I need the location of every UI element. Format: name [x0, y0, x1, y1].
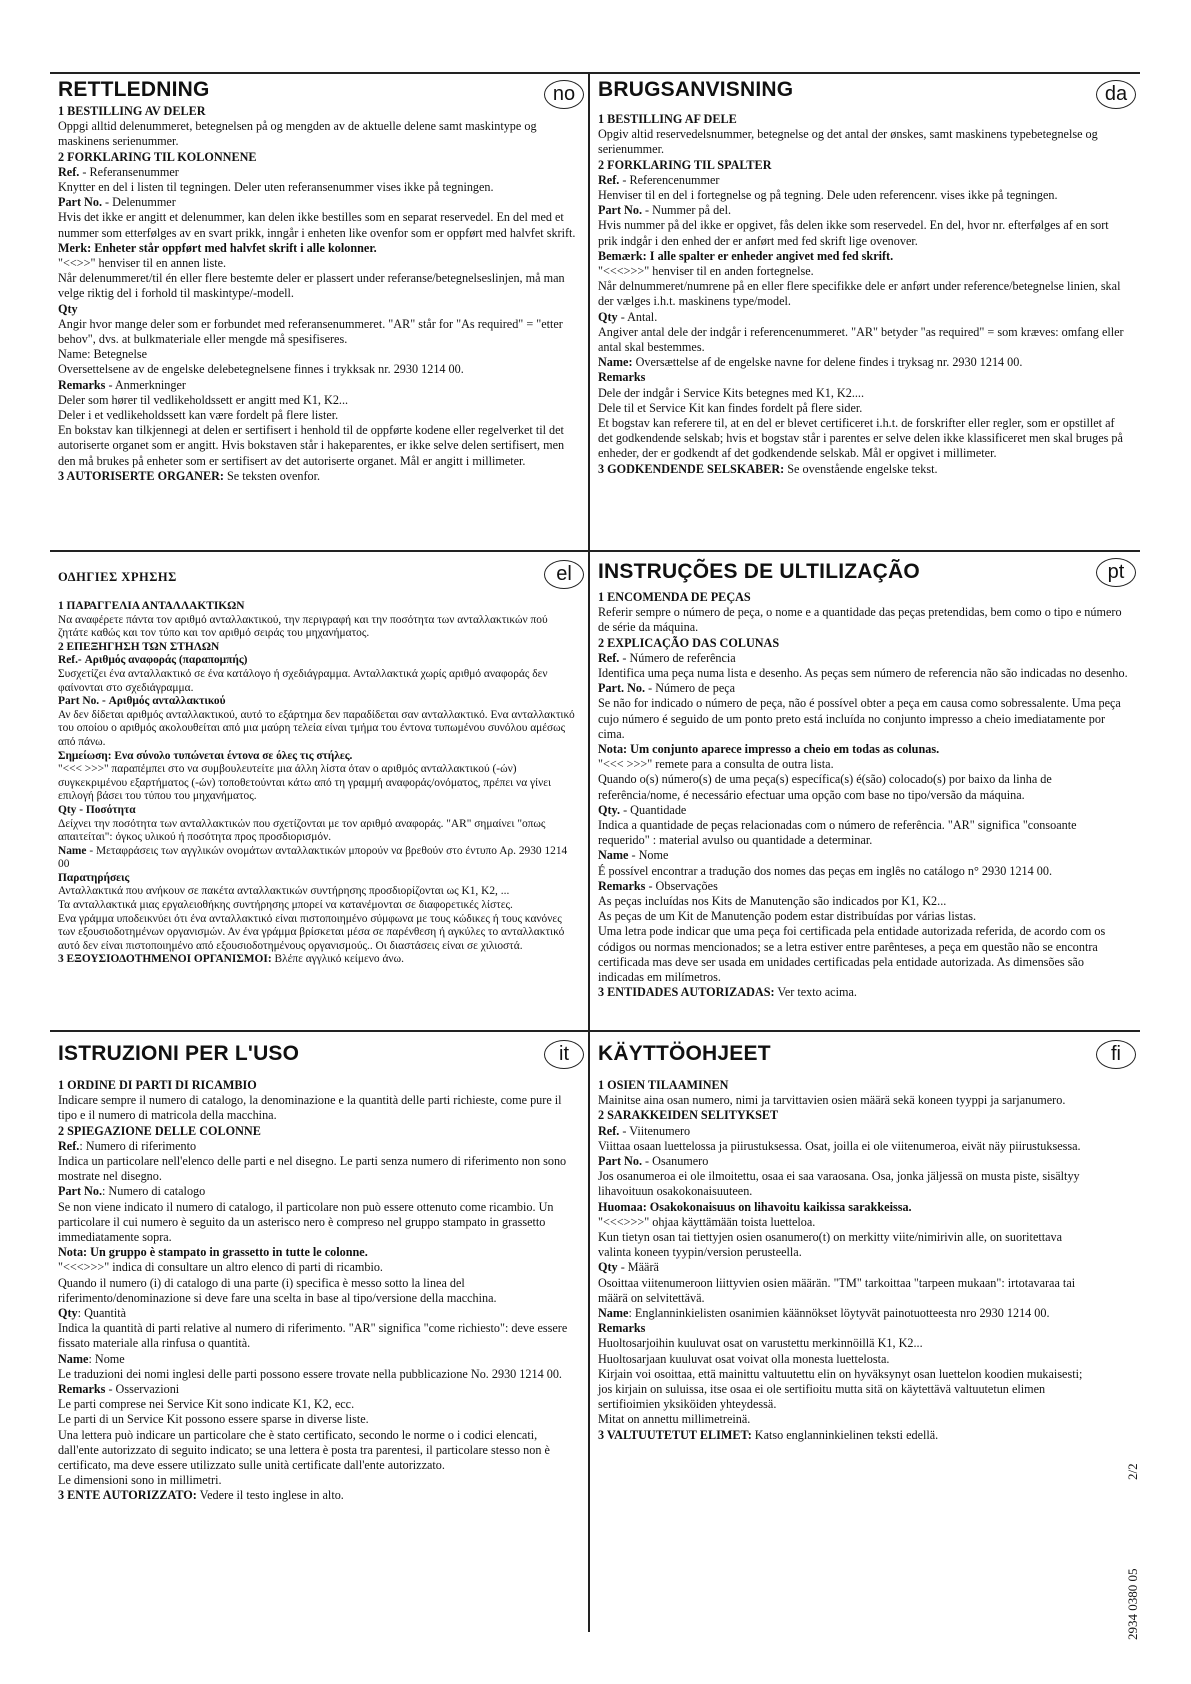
- text-line: [58, 1139, 578, 1154]
- text-line-bold: Qty: [598, 309, 618, 324]
- text-line-regular: Vedere il testo inglese in alto.: [196, 1488, 344, 1503]
- text-line-regular: Angir hvor mange deler som er forbundet med referansenummeret. "AR" står for "As required" = "etter behov", dvs. at bulkmateriale eller mengde må spesifiseres.: [58, 316, 563, 347]
- text-line: [58, 423, 578, 469]
- text-line: [598, 924, 1130, 985]
- text-line: [58, 347, 578, 362]
- text-line: [598, 264, 1130, 279]
- text-line: [598, 742, 1130, 757]
- text-line-bold: Part No.: [598, 1154, 642, 1169]
- text-line-regular: "<<>>" henviser til en annen liste.: [58, 256, 227, 271]
- text-line-regular: : Quantità: [77, 1306, 127, 1321]
- text-line: [598, 818, 1130, 848]
- text-line: [598, 188, 1130, 203]
- text-line: [598, 158, 1130, 173]
- text-line-bold: Qty: [58, 301, 78, 316]
- text-line: [58, 317, 578, 347]
- text-line: [598, 1108, 1094, 1123]
- text-line: [58, 469, 578, 484]
- text-line-regular: Uma letra pode indicar que uma peça foi certificada pela entidade autorizada referida, de acordo com os códigos ou normas mencionados; se a letra estiver entre parênteses, a peça em questão não se encontra certificada mas deve ser usada em unidades certificadas pela entidade autorizada. As dimensões são indicadas em milímetros.: [598, 924, 1106, 985]
- section-portuguese: [590, 552, 1140, 1030]
- text-line-regular: Mitat on annettu millimetreinä.: [598, 1412, 751, 1427]
- text-line: [58, 872, 578, 886]
- text-line-bold: 3 ENTIDADES AUTORIZADAS:: [598, 985, 775, 1000]
- text-line-bold: Name: [58, 1351, 89, 1366]
- text-line-regular: - Número de peça: [645, 681, 736, 696]
- text-line-bold: Qty: [598, 1260, 618, 1275]
- text-line: [598, 1230, 1094, 1260]
- text-line: [58, 1473, 578, 1488]
- text-line: [58, 1260, 578, 1275]
- text-line-regular: - Observações: [645, 878, 718, 893]
- text-line-bold: Name: [58, 844, 87, 857]
- text-line-bold: Part No.: [58, 1184, 102, 1199]
- text-line-regular: Knytter en del i listen til tegningen. Deler uten referansenummer vises ikke på tegningen.: [58, 180, 494, 195]
- section-body: [58, 600, 578, 967]
- text-line: [58, 885, 578, 899]
- section-body: [58, 1078, 578, 1504]
- text-line-regular: Τα ανταλλακτικά μιας εργαλειοθήκης συντήρησης μπορεί να κατανέμονται σε διαφορετικές λίστες.: [58, 899, 513, 912]
- text-line: [598, 757, 1130, 772]
- text-line: [58, 641, 578, 655]
- text-line: [598, 249, 1130, 264]
- text-line-bold: 1 BESTILLING AF DELE: [598, 112, 737, 126]
- text-line-regular: - Nome: [628, 848, 669, 863]
- text-line-regular: Le parti comprese nei Service Kit sono indicate K1, K2, ecc.: [58, 1397, 355, 1412]
- text-line: [598, 879, 1130, 894]
- section-title: KÄYTTÖOHJEET: [598, 1042, 771, 1065]
- text-line-regular: "<<<>>>" ohjaa käyttämään toista luetteloa.: [598, 1214, 816, 1229]
- text-line: [58, 1093, 578, 1123]
- text-line: [598, 462, 1130, 477]
- text-line: [58, 1184, 578, 1199]
- language-badge-fi: fi: [1096, 1040, 1136, 1069]
- text-line-regular: As peças de um Kit de Manutenção podem estar distribuídas por várias listas.: [598, 909, 977, 924]
- text-line-regular: As peças incluídas nos Kits de Manutenção são indicados por K1, K2...: [598, 894, 947, 909]
- text-line-bold: 1 ORDINE DI PARTI DI RICAMBIO: [58, 1078, 257, 1092]
- text-line-regular: - Osanumero: [642, 1154, 709, 1169]
- text-line-regular: Indicare sempre il numero di catalogo, la denominazione e la quantità delle parti richieste, come pure il tipo e il numero di matricola della macchina.: [58, 1093, 562, 1123]
- text-line-regular: Hvis det ikke er angitt et delenummer, kan delen ikke bestilles som en separat reservedel. En del med et nummer som etterfølges av en svart prikk, inngår i enheten like ovenfor som er oppført med halvfet skrift.: [58, 210, 576, 240]
- page-grid: [50, 72, 1140, 1632]
- text-line: [598, 605, 1130, 635]
- text-line: [598, 1428, 1094, 1443]
- text-line-regular: Dele til et Service Kit kan findes fordelt på flere sider.: [598, 400, 863, 415]
- text-line: [58, 165, 578, 180]
- text-line: [58, 256, 578, 271]
- text-line-regular: Dele der indgår i Service Kits betegnes med K1, K2....: [598, 385, 865, 400]
- text-line-bold: Ref.: [58, 1138, 80, 1153]
- language-badge-el: el: [544, 560, 584, 589]
- section-body: [598, 112, 1130, 477]
- text-line-regular: - Nummer på del.: [642, 203, 732, 218]
- text-line: [58, 1200, 578, 1246]
- text-line: [58, 913, 578, 954]
- text-line-regular: Jos osanumeroa ei ole ilmoitettu, osaa ei saa varaosana. Osa, jonka jäljessä on musta piste, sisältyy lihavoituun osakokonaisuuteen.: [598, 1169, 1080, 1199]
- section-danish: [590, 74, 1140, 550]
- text-line-regular: Identifica uma peça numa lista e desenho. As peças sem número de referencia não são indicadas no desenho.: [598, 666, 1128, 681]
- text-line: [58, 763, 578, 804]
- text-line-regular: : Numero di catalogo: [102, 1184, 206, 1199]
- text-line-bold: 2 SARAKKEIDEN SELITYKSET: [598, 1108, 779, 1123]
- text-line-bold: 1 ENCOMENDA DE PEÇAS: [598, 590, 751, 604]
- text-line: [58, 953, 578, 967]
- text-line-regular: Se non viene indicato il numero di catalogo, il particolare non può essere ottenuto come ricambio. Un particolare il cui numero è seguito da un asterisco nero è compreso nel gruppo stampato in grassetto immediatamente sopra.: [58, 1199, 554, 1245]
- text-line-regular: Βλέπε αγγλικό κείμενο άνω.: [271, 953, 404, 966]
- text-line-bold: 2 SPIEGAZIONE DELLE COLONNE: [58, 1123, 261, 1138]
- text-line-bold: Remarks: [58, 377, 106, 392]
- text-line: [58, 600, 578, 614]
- text-line: [58, 378, 578, 393]
- section-title: BRUGSANVISNING: [598, 78, 794, 101]
- section-body: [598, 1078, 1094, 1443]
- text-line-bold: Ref.- Αριθμός αναφοράς (παραπομπής): [58, 654, 248, 667]
- text-line-regular: Når delenummeret/til én eller flere bestemte deler er plassert under referanse/betegnelseslinjen, må man velge riktig del i forhold til maskintype/-modell.: [58, 271, 565, 301]
- text-line-regular: Kun tietyn osan tai tiettyjen osien osanumero(t) on merkitty viite/nimirivin alle, on suoritettava valinta koneen tyypin/version perusteella.: [598, 1230, 1063, 1260]
- section-norwegian: [50, 74, 588, 550]
- text-line-regular: "<<<>>>" indica di consultare un altro elenco di parti di ricambio.: [58, 1260, 383, 1275]
- text-line: [598, 1352, 1094, 1367]
- section-greek: [50, 552, 588, 1030]
- text-line-regular: - Referencenummer: [619, 172, 720, 187]
- text-line-regular: Δείχνει την ποσότητα των ανταλλακτικών που σχετίζονται με τον αριθμό αναφοράς. "AR" σημαίνει "οπως απαιτείται": όγκος υλικού ή ποσότητα προς προσδιορισμόν.: [58, 817, 546, 844]
- text-line: [598, 1169, 1094, 1199]
- text-line: [598, 1412, 1094, 1427]
- text-line-regular: Le parti di un Service Kit possono essere sparse in diverse liste.: [58, 1412, 369, 1427]
- text-line: [58, 654, 578, 668]
- text-line: [598, 909, 1130, 924]
- text-line-bold: Huomaa: Osakokonaisuus on lihavoitu kaikissa sarakkeissa.: [598, 1199, 912, 1214]
- text-line-regular: Indica la quantità di parti relative al numero di riferimento. "AR" significa "come richiesto": deve essere fissato materiale alla rinfusa o quantità.: [58, 1321, 568, 1351]
- text-line: [58, 695, 578, 709]
- text-line-bold: Bemærk: I alle spalter er enheder angivet med fed skrift.: [598, 248, 894, 263]
- text-line: [58, 709, 578, 750]
- text-line: [598, 772, 1130, 802]
- text-line-regular: Huoltosarjoihin kuuluvat osat on varustettu merkinnöillä K1, K2...: [598, 1336, 923, 1351]
- text-line-bold: 3 AUTORISERTE ORGANER:: [58, 468, 224, 483]
- text-line: [58, 1124, 578, 1139]
- text-line: [58, 818, 578, 845]
- text-line: [58, 804, 578, 818]
- text-line-regular: Συσχετίζει ένα ανταλλακτικό σε ένα κατάλογο ή σχεδιάγραμμα. Ανταλλακτικά χωρίς αριθμό αναφοράς δεν φαίνονται στο σχεδιάγραμμα.: [58, 667, 548, 694]
- text-line: [58, 1352, 578, 1367]
- text-line-bold: 2 FORKLARING TIL KOLONNENE: [58, 149, 257, 164]
- text-line-bold: Remarks: [598, 1321, 646, 1336]
- text-line: [598, 864, 1130, 879]
- section-italian: [50, 1032, 588, 1632]
- text-line-regular: Ver texto acima.: [774, 985, 857, 1000]
- text-line: [598, 173, 1130, 188]
- language-badge-it: it: [544, 1040, 584, 1069]
- text-line: [598, 1093, 1094, 1108]
- text-line-bold: 2 ΕΠΕΞΗΓΗΣΗ ΤΩΝ ΣΤΗΛΩΝ: [58, 640, 220, 653]
- text-line-regular: Name: Betegnelse: [58, 347, 148, 362]
- text-line: [598, 401, 1130, 416]
- text-line: [598, 203, 1130, 218]
- text-line: [598, 325, 1130, 355]
- text-line-bold: 3 ΕΞΟΥΣΙΟΔΟΤΗΜΕΝΟΙ ΟΡΓΑΝΙΣΜΟΙ:: [58, 953, 272, 966]
- text-line: [598, 1200, 1094, 1215]
- text-line-regular: Ανταλλακτικά που ανήκουν σε πακέτα ανταλλακτικών συντήρησης προσδιορίζονται ως K1, K2, ...: [58, 885, 510, 898]
- text-line: [598, 1336, 1094, 1351]
- text-line-regular: Se teksten ovenfor.: [223, 468, 321, 483]
- text-line-bold: Σημείωση: Ενα σύνολο τυπώνεται έντονα σε όλες τις στήλες.: [58, 749, 353, 762]
- text-line: [598, 1154, 1094, 1169]
- text-line-bold: Part. No.: [598, 681, 646, 696]
- language-badge-pt: pt: [1096, 558, 1136, 587]
- text-line: [58, 302, 578, 317]
- text-line-regular: Oversættelse af de engelske navne for delene findes i tryksag nr. 2930 1214 00.: [632, 355, 1023, 370]
- text-line-regular: Να αναφέρετε πάντα τον αριθμό ανταλλακτικού, την περιγραφή και την ποσότητα των ανταλλακτικών πού ζητάτε καθώς και τον τύπο και τον αριθμό σειράς του μηχανήματος.: [58, 613, 548, 640]
- text-line-regular: Osoittaa viitenumeroon liittyvien osien määrän. "TM" tarkoittaa "tarpeen mukaan": irtotavaraa tai määrä on selvitettävä.: [598, 1275, 1076, 1305]
- text-line-regular: Se ovenstående engelske tekst.: [784, 461, 938, 476]
- text-line-regular: : Numero di riferimento: [79, 1138, 197, 1153]
- text-line-regular: Oversettelsene av de engelske delebetegnelsene finnes i trykksak nr. 2930 1214 00.: [58, 362, 464, 377]
- text-line-regular: - Määrä: [617, 1260, 659, 1275]
- text-line-regular: Henviser til en del i fortegnelse og på tegning. Dele uden referencenr. vises ikke på tegningen.: [598, 188, 1058, 203]
- text-line: [58, 104, 578, 119]
- text-line-regular: Se não for indicado o número de peça, não é possível obter a peça em causa como sobressalente. Uma peça cujo número é seguido de um ponto preto está incluída no conjunto impresso a cheio imediatamente por cima.: [598, 696, 1121, 741]
- text-line-regular: Una lettera può indicare un particolare che è stato certificato, secondo le norme o i codici elencati, dall'ente autorizzato di seguito indicato; se una lettera è posta tra parentesi, il particolare stesso non è certificato, ma deve essere utilizzato sulle unità certificate dall'ente autorizzato.: [58, 1427, 550, 1473]
- language-badge-no: no: [544, 80, 584, 109]
- text-line-bold: Remarks: [598, 370, 646, 385]
- text-line-regular: Viittaa osaan luettelossa ja piirustuksessa. Osat, joilla ei ole viitenumeroa, eivät näy piirustuksessa.: [598, 1138, 1081, 1153]
- text-line-bold: Qty.: [598, 802, 621, 817]
- text-line-bold: 3 ENTE AUTORIZZATO:: [58, 1488, 197, 1503]
- text-line: [58, 1321, 578, 1351]
- text-line: [58, 150, 578, 165]
- section-title: ΟΔΗΓΙΕΣ ΧΡΗΣΗΣ: [58, 570, 177, 584]
- text-line: [58, 408, 578, 423]
- text-line-bold: 2 EXPLICAÇÃO DAS COLUNAS: [598, 635, 780, 650]
- text-line-regular: - Antal.: [617, 309, 658, 324]
- text-line: [598, 985, 1130, 1000]
- text-line-regular: Referir sempre o número de peça, o nome e a quantidade das peças pretendidas, bem como o tipo e número de série da máquina.: [598, 605, 1122, 635]
- page-number: 2/2: [1125, 1463, 1140, 1480]
- text-line-bold: Part No.: [598, 203, 642, 218]
- text-line-regular: : Nome: [88, 1351, 125, 1366]
- text-line-regular: É possível encontrar a tradução dos nomes das peças em inglês no catálogo n° 2930 1214 00.: [598, 863, 1053, 878]
- text-line: [58, 614, 578, 641]
- text-line: [58, 195, 578, 210]
- text-line: [598, 1139, 1094, 1154]
- text-line: [58, 1276, 578, 1306]
- text-line: [58, 271, 578, 301]
- text-line: [58, 668, 578, 695]
- section-title: ISTRUZIONI PER L'USO: [58, 1042, 300, 1065]
- text-line-regular: - Referansenummer: [79, 164, 179, 179]
- text-line-bold: Nota: Um conjunto aparece impresso a cheio em todas as colunas.: [598, 742, 940, 757]
- text-line-bold: Ref.: [598, 172, 620, 187]
- text-line: [58, 1367, 578, 1382]
- text-line-bold: 3 VALTUUTETUT ELIMET:: [598, 1427, 752, 1442]
- text-line-regular: Mainitse aina osan numero, nimi ja tarvittavien osien määrä sekä koneen tyyppi ja sarjanumero.: [598, 1093, 1066, 1108]
- text-line: [58, 1428, 578, 1474]
- section-title: INSTRUÇÕES DE ULTILIZAÇÃO: [598, 560, 920, 583]
- text-line: [598, 894, 1130, 909]
- text-line-bold: Part No. - Αριθμός ανταλλακτικού: [58, 695, 226, 708]
- text-line: [58, 1078, 578, 1093]
- text-line: [598, 279, 1130, 309]
- text-line-regular: : Englanninkielisten osanimien käännökset löytyvät painotuotteesta nro 2930 1214 00.: [628, 1306, 1050, 1321]
- text-line-bold: Qty - Ποσότητα: [58, 803, 136, 816]
- text-line-bold: Name: [598, 1306, 629, 1321]
- document-number: 2934 0380 05: [1125, 1568, 1140, 1640]
- text-line: [598, 666, 1130, 681]
- text-line-regular: "<<< >>>" παραπέμπει στο να συμβουλευτείτε μια άλλη λίστα όταν ο αριθμός ανταλλακτικού (-ών) συγκεκριμένου εξαρτήματος (-ών) τοποθετούνται κάτω από τη γραμμή αναφοράς/ονόματος, πρέπει να γίνει επιλογή βάσει του τύπου του μηχανήματος.: [58, 763, 552, 803]
- section-body: [58, 104, 578, 484]
- text-line: [58, 1382, 578, 1397]
- text-line-regular: En bokstav kan tilkjennegi at delen er sertifisert i henhold til de oppførte kodene eller regelverket til det autoriserte organet som er angitt. Hvis bokstaven står i hakeparentes, er ikke selve delen sertifisert, men den må brukes på enheter som er sertifisert av det autoriserte organet. Mål er angitt i millimeter.: [58, 423, 565, 468]
- text-line: [598, 1215, 1094, 1230]
- language-badge-da: da: [1096, 80, 1136, 109]
- text-line: [598, 651, 1130, 666]
- text-line-regular: - Quantidade: [620, 802, 687, 817]
- text-line: [598, 590, 1130, 605]
- text-line-regular: Angiver antal dele der indgår i referencenummeret. "AR" betyder "as required" = som kræves: omfang eller antal skal bestemmes.: [598, 324, 1124, 355]
- text-line-regular: Oppgi alltid delenummeret, betegnelsen på og mengden av de aktuelle delene samt maskintype og maskinens serienummer.: [58, 119, 537, 149]
- text-line: [598, 355, 1130, 370]
- text-line: [598, 1367, 1094, 1413]
- text-line-bold: Remarks: [58, 1382, 106, 1397]
- text-line: [598, 1260, 1094, 1275]
- text-line: [598, 803, 1130, 818]
- text-line: [598, 1078, 1094, 1093]
- text-line-bold: 2 FORKLARING TIL SPALTER: [598, 157, 772, 172]
- text-line: [598, 386, 1130, 401]
- text-line: [58, 750, 578, 764]
- text-line: [598, 370, 1130, 385]
- text-line-bold: 3 GODKENDENDE SELSKABER:: [598, 461, 785, 476]
- text-line-regular: - Número de referência: [619, 650, 736, 665]
- text-line: [58, 1245, 578, 1260]
- text-line-bold: 1 OSIEN TILAAMINEN: [598, 1078, 729, 1092]
- text-line-regular: - Μεταφράσεις των αγγλικών ονομάτων ανταλλακτικών μπορούν να βρεθούν στο έντυπο Αρ. 2930 1214 00: [58, 844, 568, 871]
- text-line-bold: Name:: [598, 355, 633, 370]
- text-line-regular: Indica un particolare nell'elenco delle parti e nel disegno. Le parti senza numero di riferimento non sono mostrate nel disegno.: [58, 1154, 567, 1184]
- text-line-regular: Le traduzioni dei nomi inglesi delle parti possono essere trovate nella pubblicazione No. 2930 1214 00.: [58, 1366, 562, 1381]
- text-line-regular: Huoltosarjaan kuuluvat osat voivat olla monesta luettelosta.: [598, 1351, 890, 1366]
- text-line: [598, 681, 1130, 696]
- text-line-regular: Når delnummeret/numrene på en eller flere specifikke dele er anført under reference/betegnelse linien, skal der vælges i.h.t. maskinens type/model.: [598, 279, 1121, 309]
- text-line: [598, 1276, 1094, 1306]
- text-line-regular: Αν δεν δίδεται αριθμός ανταλλακτικού, αυτό το εξάρτημα δεν παραδίδεται σαν ανταλλακτικό. Ενα ανταλλακτικό του οποίου ο αριθμός ακολουθείται από μια μαύρη τελεία είναι τμήμα του έντονα τυπωμένου συνόλου αμέσως από πάνω.: [58, 708, 575, 748]
- text-line: [58, 845, 578, 872]
- text-line: [58, 180, 578, 195]
- text-line-bold: Ref.: [58, 164, 80, 179]
- text-line-bold: Παρατηρήσεις: [58, 871, 130, 884]
- text-line: [598, 112, 1130, 127]
- text-line-regular: Opgiv altid reservedelsnummer, betegnelse og det antal der ønskes, samt maskinens typebetegnelse og serienummer.: [598, 127, 1098, 157]
- section-title: RETTLEDNING: [58, 78, 210, 101]
- text-line-bold: Name: [598, 848, 629, 863]
- text-line-bold: Ref.: [598, 650, 620, 665]
- text-line-regular: Kirjain voi osoittaa, että mainittu valtuutettu elin on hyväksynyt osan luettelon koodien mukaisesti; jos kirjain on suluissa, itse osaa ei ole sertifioitu mutta sitä on käytettävä valtuutetun elimen sertifioimien yksiköiden yhteydessä.: [598, 1366, 1083, 1412]
- text-line-bold: 1 ΠΑΡΑΓΓΕΛΙΑ ΑΝΤΑΛΛΑΚΤΙΚΩΝ: [58, 600, 245, 612]
- section-body: [598, 590, 1130, 1000]
- text-line-regular: Ενα γράμμα υποδεικνύει ότι ένα ανταλλακτικό είναι πιστοποιημένο σύμφωνα με τους κώδικες ή τους κανόνες των εξουσιοδοτημένων οργανισμών. Αν ένα γράμμα βρίσκεται μέσα σε παρένθεση ή αγκύλες το ανταλλακτικό αυτό δεν είναι πιστοποιημένο από εξουσιοδοτημένους οργανισμούς.. Οι διαστάσεις είναι σε χιλιοστά.: [58, 912, 565, 952]
- text-line-regular: Deler som hører til vedlikeholdssett er angitt med K1, K2...: [58, 392, 349, 407]
- text-line: [58, 1397, 578, 1412]
- text-line-bold: Part No.: [58, 195, 102, 210]
- text-line: [58, 119, 578, 149]
- text-line-regular: - Osservazioni: [105, 1382, 180, 1397]
- text-line-regular: Quando il numero (i) di catalogo di una parte (i) specifica è messo sotto la linea del riferimento/denominazione si deve fare una scelta in base al tipo/versione della macchina.: [58, 1275, 497, 1305]
- text-line-regular: Le dimensioni sono in millimetri.: [58, 1473, 222, 1488]
- text-line-regular: Hvis nummer på del ikke er opgivet, fås delen ikke som reservedel. En del, hvor nr. efterfølges af en sort prik indgår i den enhed der er anført med fed skrift lige ovenover.: [598, 218, 1109, 248]
- text-line-regular: - Anmerkninger: [105, 377, 186, 392]
- text-line: [598, 636, 1130, 651]
- text-line-regular: Deler i et vedlikeholdssett kan være fordelt på flere lister.: [58, 408, 339, 423]
- text-line: [598, 127, 1130, 157]
- text-line-bold: Qty: [58, 1306, 78, 1321]
- text-line: [598, 310, 1130, 325]
- text-line: [58, 393, 578, 408]
- text-line-regular: Katso englanninkielinen teksti edellä.: [751, 1427, 939, 1442]
- text-line: [58, 1488, 578, 1503]
- text-line: [58, 1154, 578, 1184]
- text-line: [58, 210, 578, 240]
- text-line-bold: 1 BESTILLING AV DELER: [58, 104, 206, 118]
- text-line-bold: Merk: Enheter står oppført med halvfet skrift i alle kolonner.: [58, 240, 377, 255]
- text-line-regular: - Delenummer: [102, 195, 176, 210]
- section-finnish: [590, 1032, 1140, 1632]
- text-line: [598, 696, 1130, 742]
- text-line-bold: Remarks: [598, 878, 646, 893]
- text-line: [58, 362, 578, 377]
- text-line-regular: "<<<>>>" henviser til en anden fortegnelse.: [598, 264, 814, 279]
- text-line-bold: Ref.: [598, 1123, 620, 1138]
- text-line-bold: Nota: Un gruppo è stampato in grassetto in tutte le colonne.: [58, 1245, 368, 1260]
- text-line: [598, 1124, 1094, 1139]
- text-line-regular: "<<< >>>" remete para a consulta de outra lista.: [598, 757, 834, 772]
- text-line-regular: Quando o(s) número(s) de uma peça(s) específica(s) é(são) colocado(s) por baixo da linha de referência/nome, é necessário efectuar uma opção com base no tipo/versão da máquina.: [598, 772, 1052, 802]
- text-line: [58, 899, 578, 913]
- text-line: [58, 241, 578, 256]
- text-line-regular: - Viitenumero: [619, 1123, 691, 1138]
- text-line-regular: Indica a quantidade de peças relacionadas com o número de referência. "AR" significa "consoante requerido" : material avulso ou quantidade a determinar.: [598, 818, 1077, 848]
- text-line: [598, 1321, 1094, 1336]
- text-line-regular: Et bogstav kan referere til, at en del er blevet certificeret i.h.t. de forskrifter eller regler, som er opstillet af det godkendende selskab; hvis et bogstav står i parentes er selve delen ikke klassificeret men skal bruges på enheder, der er godkendt af det godkendende selskab. Mål er opgivet i millimeter.: [598, 416, 1123, 461]
- text-line: [598, 416, 1130, 462]
- text-line: [58, 1306, 578, 1321]
- text-line: [598, 848, 1130, 863]
- text-line: [598, 218, 1130, 248]
- text-line: [598, 1306, 1094, 1321]
- text-line: [58, 1412, 578, 1427]
